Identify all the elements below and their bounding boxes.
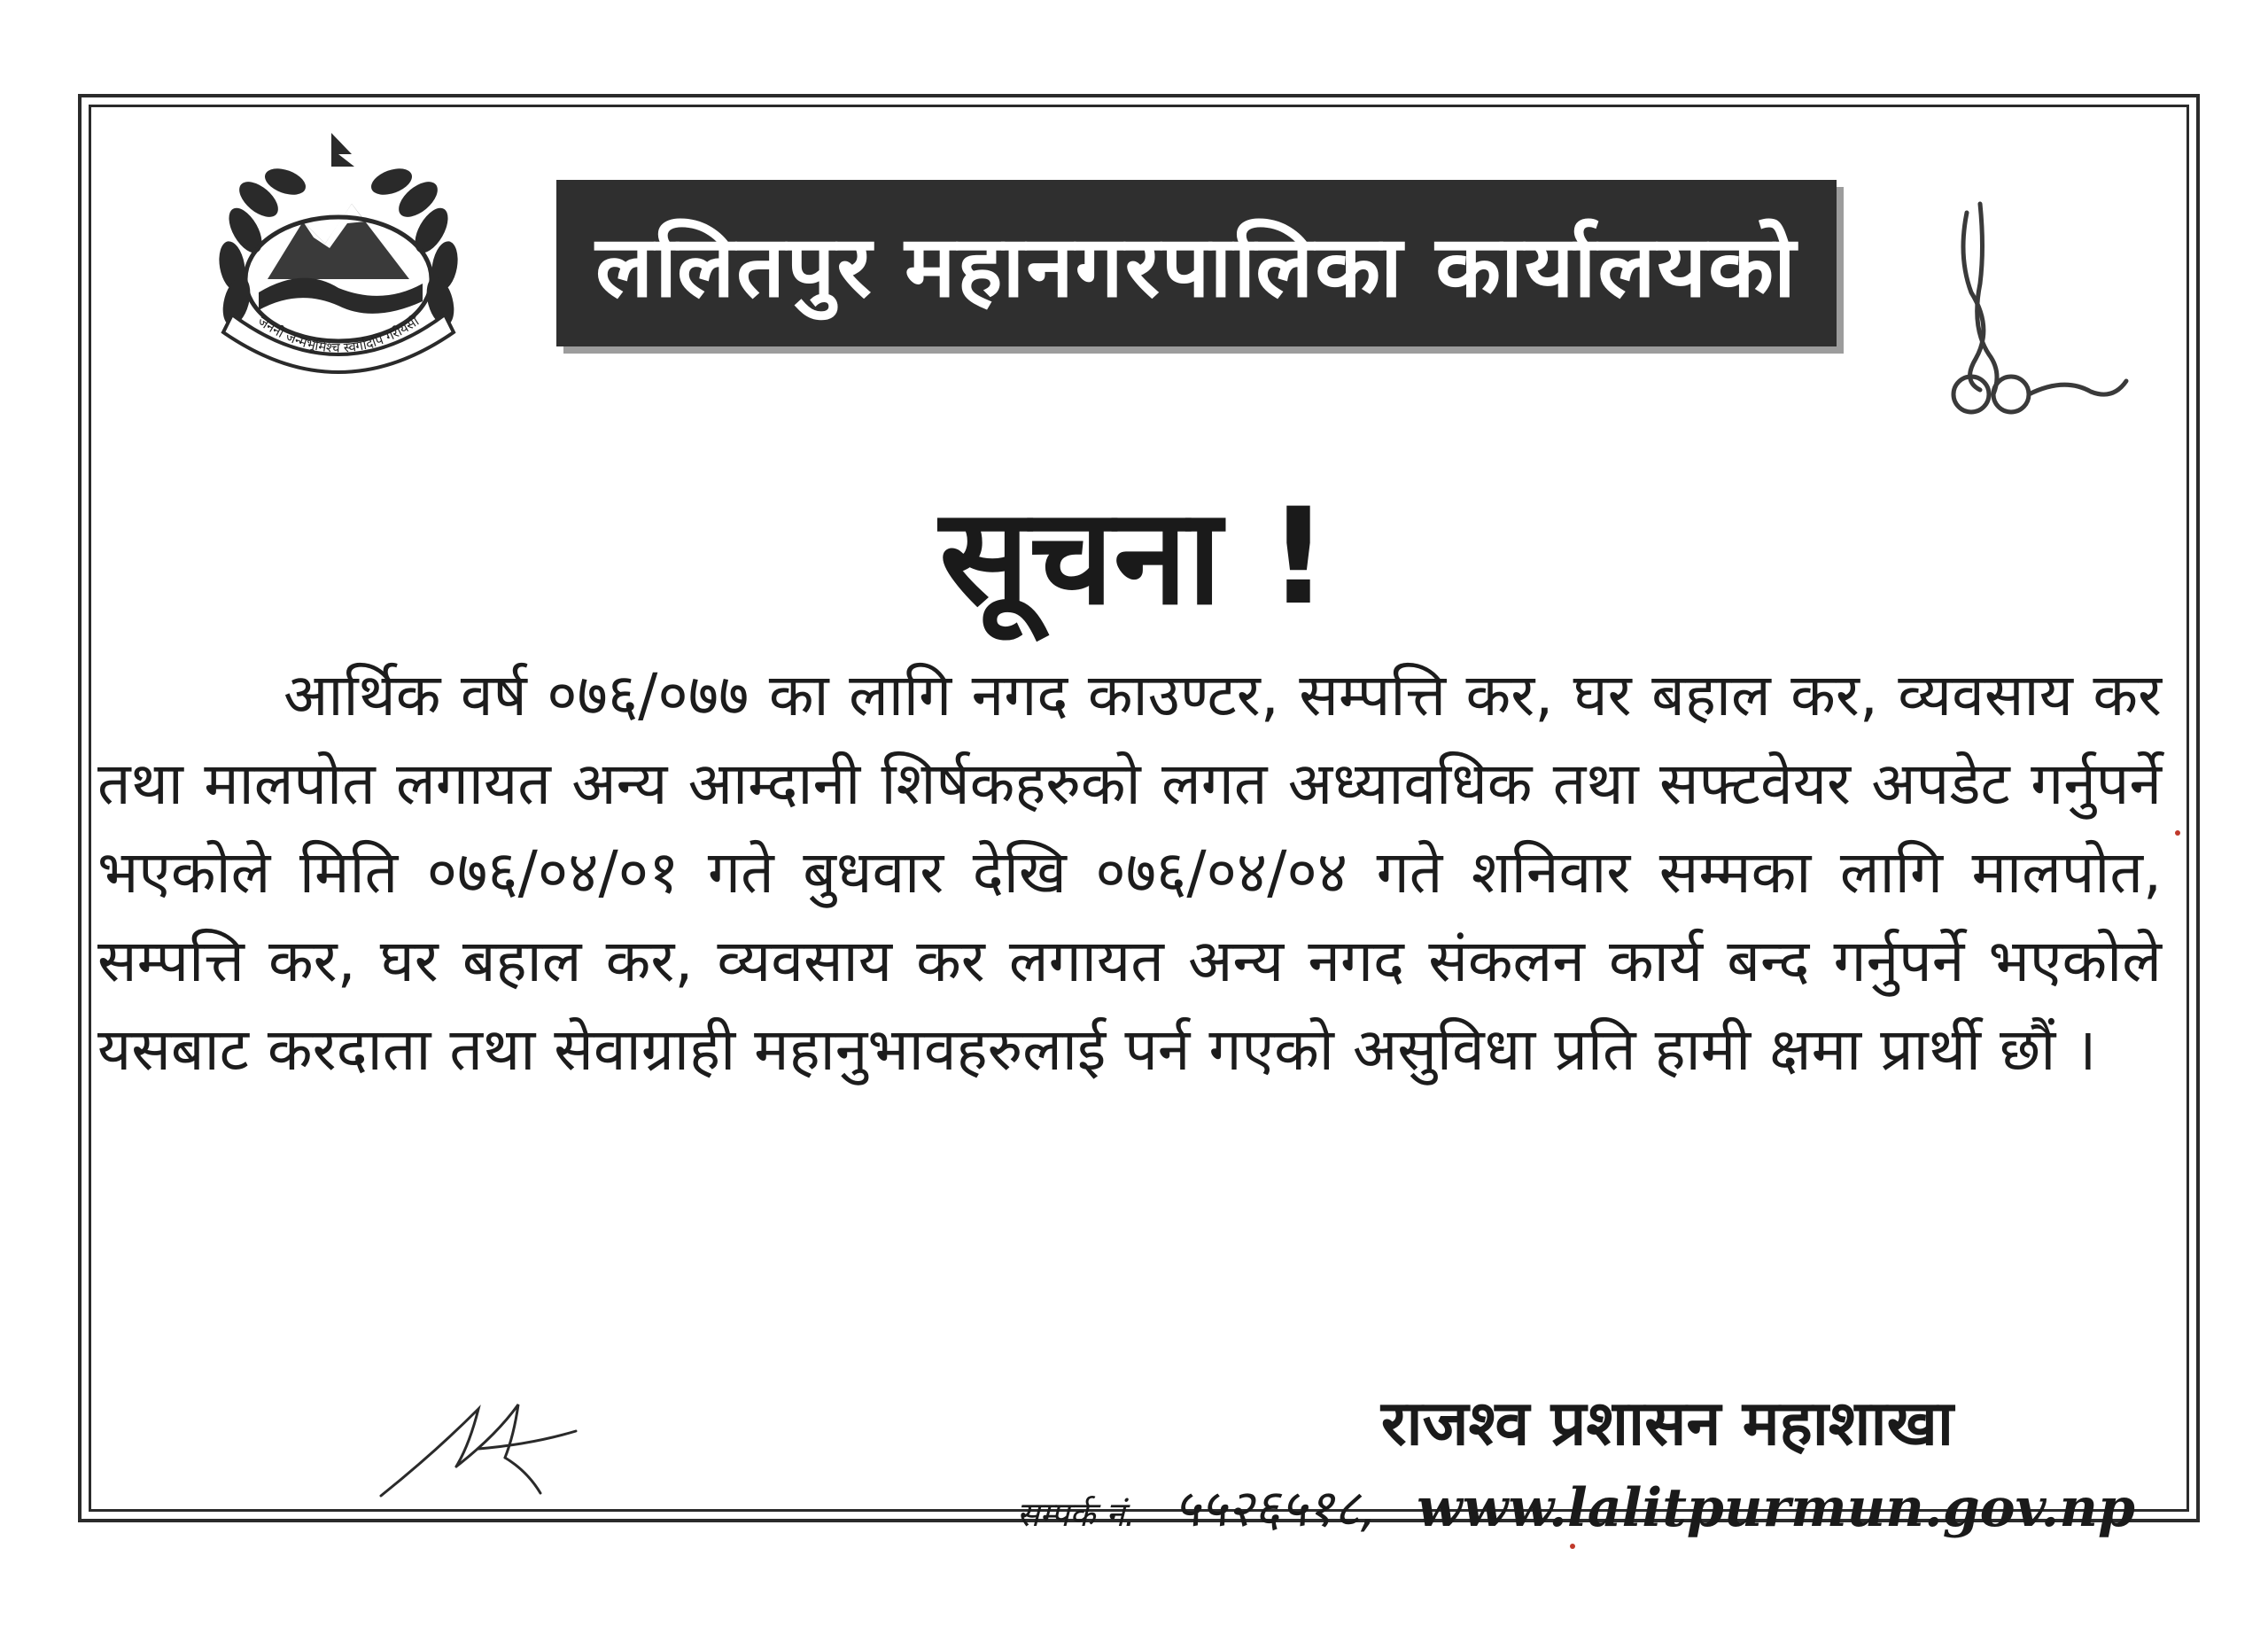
scan-speck [2175, 830, 2180, 836]
notice-body-text: आर्थिक वर्ष ०७६/०७७ का लागि नगद काउण्टर, सम्पत्ति कर, घर बहाल कर, व्यवसाय कर तथा मालपोत लगायत अन्य आम्दानी शिर्षकहरुको लगत अध्यावधिक तथा सफ्टवेयर अपडेट गर्नुपर्ने भएकोले मिति ०७६/०४/०१ गते बुधवार देखि ०७६/०४/०४ गते शनिवार सम्मका लागि मालपोत, सम्पत्ति कर, घर बहाल कर, व्यवसाय कर लगायत अन्य नगद संकलन कार्य बन्द गर्नुपर्ने भएकोले यसबाट करदाता तथा सेवाग्राही महानुभावहरुलाई पर्न गएको असुविधा प्रति हामी क्षमा प्रार्थी छौं । [97, 661, 2162, 1084]
contact-line [886, 1471, 2135, 1541]
notice-heading: सूचना ! [939, 480, 1329, 634]
website-link[interactable]: www.lalitpurmun.gov.np [1417, 1477, 2135, 1539]
contact-label: सम्पर्क नं. [1016, 1495, 1136, 1534]
office-title-banner [556, 180, 1837, 346]
scan-speck [1570, 1544, 1575, 1549]
notice-body [97, 651, 2162, 1094]
office-title: ललितपुर महानगरपालिका कार्यालयको [595, 216, 1798, 316]
department-name: राजश्व प्रशासन महाशाखा [1380, 1387, 1953, 1459]
signature-mark [372, 1382, 602, 1506]
flourish-ornament-icon [1931, 195, 2135, 416]
svg-text:जननी जन्मभूमिश्च स्वर्गादपि गर: जननी जन्मभूमिश्च स्वर्गादपि गरीयसी [254, 313, 423, 356]
nepal-emblem-icon [197, 124, 480, 408]
contact-number: ५५२६५१८, [1173, 1478, 1378, 1538]
